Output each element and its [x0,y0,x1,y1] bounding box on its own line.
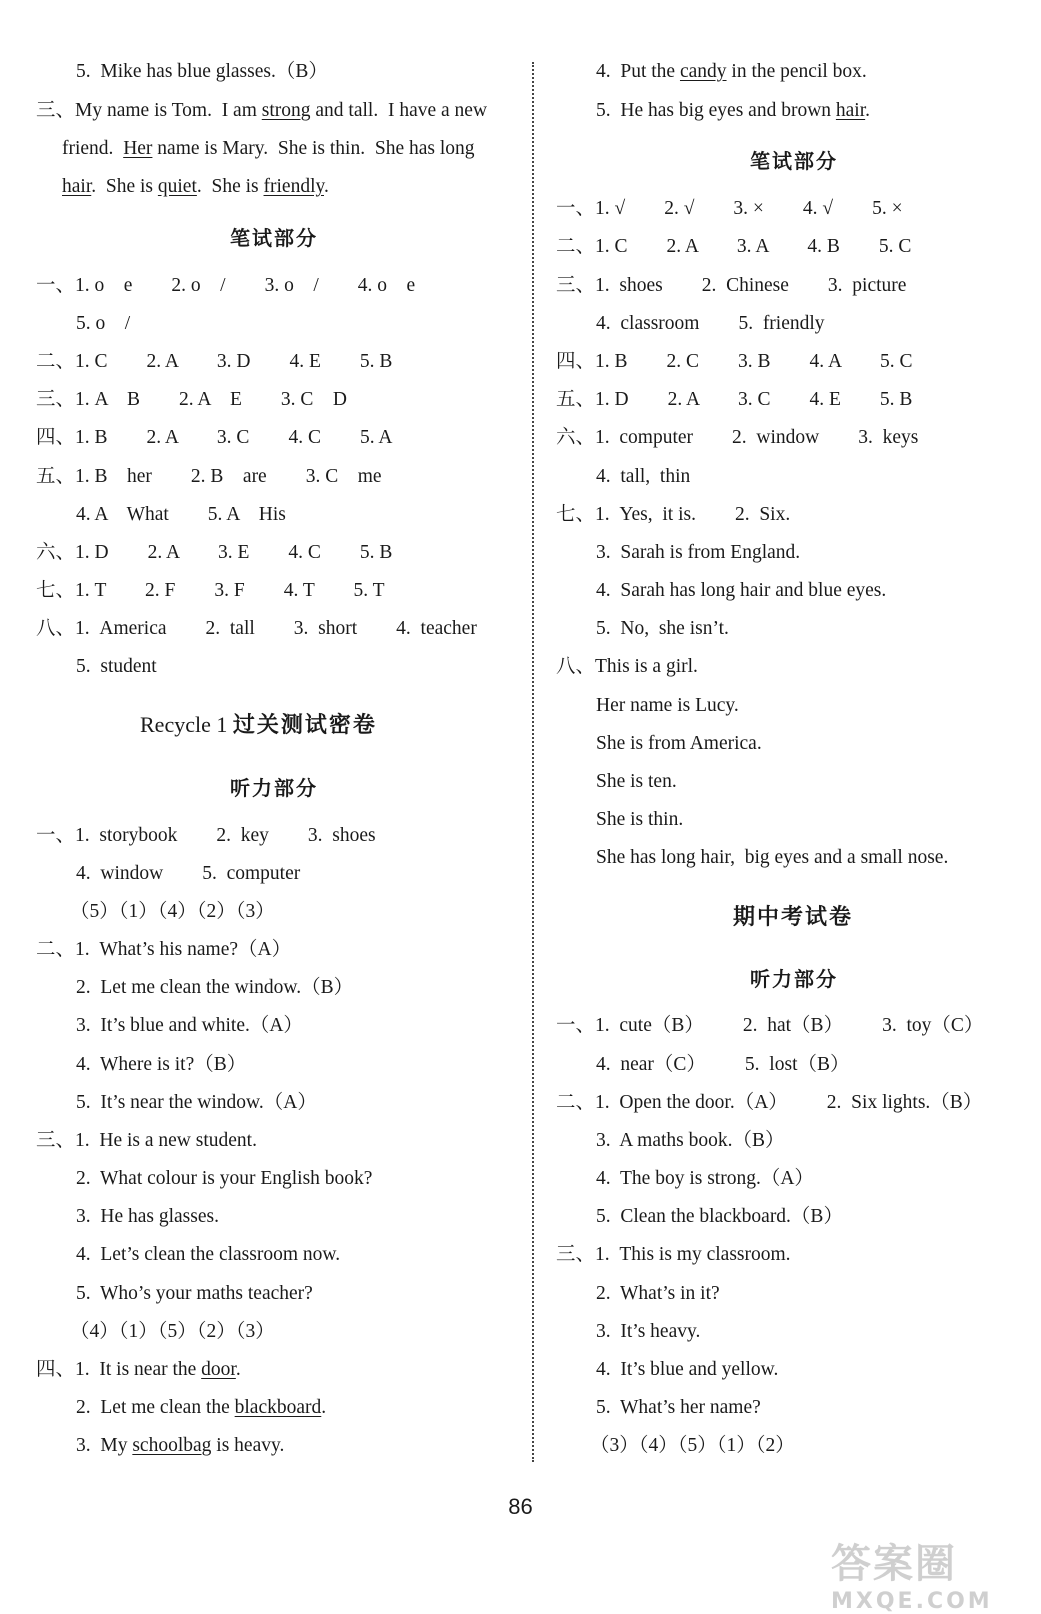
answer-line: 六、1. computer 2. window 3. keys [556,427,919,448]
answer-line: 三、1. shoes 2. Chinese 3. picture [556,275,907,296]
column-divider [532,62,534,1462]
passage-line [62,175,329,199]
text: 期中考试卷 [733,905,854,930]
answer-line: 3. A maths book.（B） [596,1130,785,1151]
answer-line [76,1396,326,1420]
answer-line: 3. It’s blue and white.（A） [76,1015,303,1036]
watermark-bottom-text: MXQE.COM [831,1589,993,1614]
underlined-word: friendly [263,176,324,197]
passage-line [62,137,475,161]
answer-line: 七、1. Yes, it is. 2. Six. [556,504,791,525]
underlined-word: strong [261,100,311,121]
text: 3. My [76,1435,133,1456]
answer-line: 八、This is a girl. [556,656,698,677]
underlined-word: schoolbag [132,1435,212,1456]
recycle-test-title [140,712,377,739]
text: . [235,1359,241,1380]
answer-line: Her name is Lucy. [596,695,739,716]
answer-line: 5. Mike has blue glasses.（B） [76,61,328,82]
answer-line: She is ten. [596,771,677,792]
answer-line: 5. student [76,656,157,677]
watermark-top-text: 答案圈 [831,1541,957,1587]
text: 5. He has big eyes and brown [596,100,836,121]
answer-line: 八、1. America 2. tall 3. short 4. teacher [36,618,477,639]
answer-line: 4. The boy is strong.（A） [596,1168,814,1189]
section-heading-written: 笔试部分 [230,226,318,250]
answer-line: 5. Who’s your maths teacher? [76,1283,313,1304]
answer-line: 五、1. D 2. A 3. C 4. E 5. B [556,389,913,410]
text: 四、1. It is near the [36,1359,202,1380]
page-number: 86 [508,1494,533,1519]
answer-line: 四、1. B 2. C 3. B 4. A 5. C [556,351,913,372]
text: is heavy. [211,1435,285,1456]
section-heading-listening: 听力部分 [750,967,838,991]
answer-line [596,60,867,84]
text: name is Mary. She is thin. She has long [152,138,475,159]
answer-line: 3. Sarah is from England. [596,542,801,563]
answer-line [76,1434,284,1458]
underlined-word: candy [679,61,727,82]
answer-line: 一、1. √ 2. √ 3. × 4. √ 5. × [556,198,903,219]
midterm-test-title [733,904,853,931]
answer-line: 4. Let’s clean the classroom now. [76,1244,341,1265]
passage-line [36,99,487,123]
answer-line: （4）（1）（5）（2）（3） [70,1321,275,1342]
text: 过关测试密卷 [232,713,377,738]
answer-line: 2. Let me clean the window.（B） [76,977,354,998]
answer-line: 六、1. D 2. A 3. E 4. C 5. B [36,542,393,563]
answer-line: 二、1. C 2. A 3. D 4. E 5. B [36,351,393,372]
answer-line: 4. It’s blue and yellow. [596,1359,779,1380]
text: in the pencil box. [726,61,867,82]
underlined-word: hair [835,100,866,121]
answer-line: 4. window 5. computer [76,863,301,884]
text: and tall. I have a new [310,100,488,121]
answer-line: 二、1. Open the door.（A） 2. Six lights.（B） [556,1092,983,1113]
answer-line: She is from America. [596,733,762,754]
answer-line: 一、1. storybook 2. key 3. shoes [36,825,376,846]
answer-line: 七、1. T 2. F 3. F 4. T 5. T [36,580,385,601]
section-heading-written: 笔试部分 [750,149,838,173]
answer-line [596,99,870,123]
answer-line: 4. A What 5. A His [76,504,286,525]
text: 4. Put the [596,61,680,82]
answer-line: 四、1. B 2. A 3. C 4. C 5. A [36,427,393,448]
answer-line: 5. What’s her name? [596,1397,761,1418]
watermark-logo [831,1532,1031,1614]
underlined-word: hair [62,176,92,197]
text: . [321,1397,327,1418]
answer-line: 二、1. C 2. A 3. A 4. B 5. C [556,236,912,257]
answer-line: 5. Clean the blackboard.（B） [596,1206,843,1227]
text: . [324,176,329,197]
answer-line: 5. No, she isn’t. [596,618,729,639]
answer-line: 2. What’s in it? [596,1283,720,1304]
answer-line: 4. tall, thin [596,466,691,487]
answer-line: 三、1. A B 2. A E 3. C D [36,389,347,410]
answer-line: 4. Sarah has long hair and blue eyes. [596,580,887,601]
answer-line: 3. He has glasses. [76,1206,219,1227]
answer-line: （5）（1）（4）（2）（3） [70,901,275,922]
answer-line: 二、1. What’s his name?（A） [36,939,292,960]
underlined-word: door [201,1359,236,1380]
underlined-word: Her [123,138,153,159]
text: Recycle 1 [140,712,233,737]
answer-line: 2. What colour is your English book? [76,1168,373,1189]
text: 三、My name is Tom. I am [36,100,262,121]
answer-line: 5. o / [76,313,131,334]
answer-line: She has long hair, big eyes and a small nose. [596,847,949,868]
answer-line: 4. Where is it?（B） [76,1054,247,1075]
section-heading-listening: 听力部分 [230,776,318,800]
answer-line: 三、1. He is a new student. [36,1130,257,1151]
answer-line: 五、1. B her 2. B are 3. C me [36,466,382,487]
underlined-word: blackboard [234,1397,322,1418]
text: . [865,100,871,121]
text: . She is [196,176,264,197]
answer-line: 4. near（C） 5. lost（B） [596,1054,850,1075]
answer-line: 一、1. cute（B） 2. hat（B） 3. toy（C） [556,1015,984,1036]
answer-line: 5. It’s near the window.（A） [76,1092,317,1113]
text: 2. Let me clean the [76,1397,235,1418]
text: friend. [62,138,124,159]
answer-line: （3）（4）（5）（1）（2） [590,1435,795,1456]
answer-line: 三、1. This is my classroom. [556,1244,791,1265]
answer-line: She is thin. [596,809,684,830]
answer-line [36,1358,241,1382]
text: . She is [91,176,158,197]
answer-line: 3. It’s heavy. [596,1321,701,1342]
underlined-word: quiet [157,176,197,197]
answer-line: 4. classroom 5. friendly [596,313,825,334]
answer-line: 一、1. o e 2. o / 3. o / 4. o e [36,275,416,296]
